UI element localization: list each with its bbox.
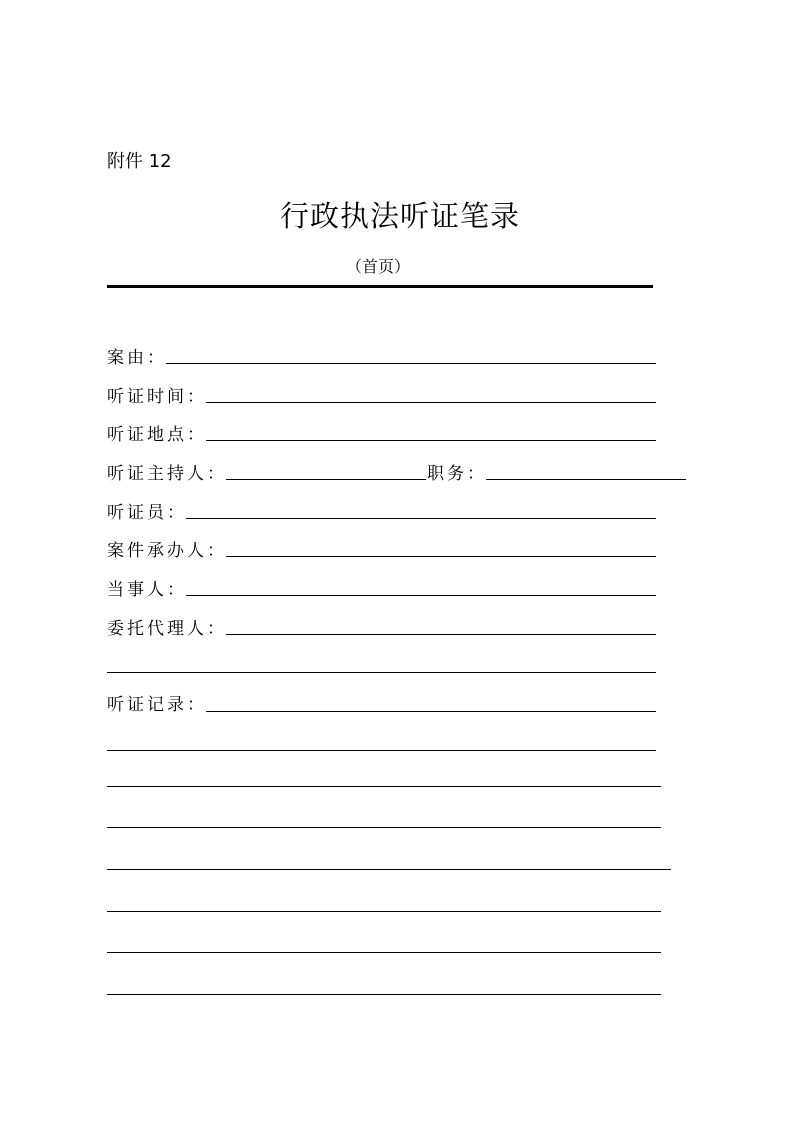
hearing-clerk-label: 听证员： [107,503,187,523]
hearing-record-line[interactable] [107,952,661,953]
hearing-host-label: 听证主持人： [107,464,227,484]
hearing-record-line[interactable] [107,911,661,912]
header-rule [107,285,653,288]
entrusted-agent-field[interactable] [226,634,656,635]
hearing-clerk-field[interactable] [186,518,656,519]
case-handler-label: 案件承办人： [107,541,227,561]
hearing-place-label: 听证地点： [107,425,207,445]
hearing-time-field[interactable] [206,402,656,403]
hearing-record-line[interactable] [107,827,661,828]
document-subtitle: （首页） [345,257,410,276]
case-reason-field[interactable] [166,363,656,364]
party-field[interactable] [186,595,656,596]
position-field[interactable] [486,479,686,480]
hearing-record-line[interactable] [107,994,661,995]
hearing-record-label: 听证记录： [107,695,207,715]
case-reason-label: 案由： [107,348,167,368]
hearing-time-label: 听证时间： [107,387,207,407]
document-title: 行政执法听证笔录 [279,199,520,233]
party-label: 当事人： [107,580,187,600]
case-handler-field[interactable] [226,556,656,557]
hearing-record-field[interactable] [206,711,656,712]
hearing-place-field[interactable] [206,440,656,441]
hearing-record-line[interactable] [107,750,656,751]
attachment-number: 附件 12 [107,151,172,172]
position-label: 职务： [427,464,487,484]
entrusted-agent-field-continued[interactable] [107,672,656,673]
hearing-host-field[interactable] [226,479,426,480]
hearing-record-line[interactable] [107,786,661,787]
hearing-record-line[interactable] [107,869,671,870]
entrusted-agent-label: 委托代理人： [107,619,227,639]
